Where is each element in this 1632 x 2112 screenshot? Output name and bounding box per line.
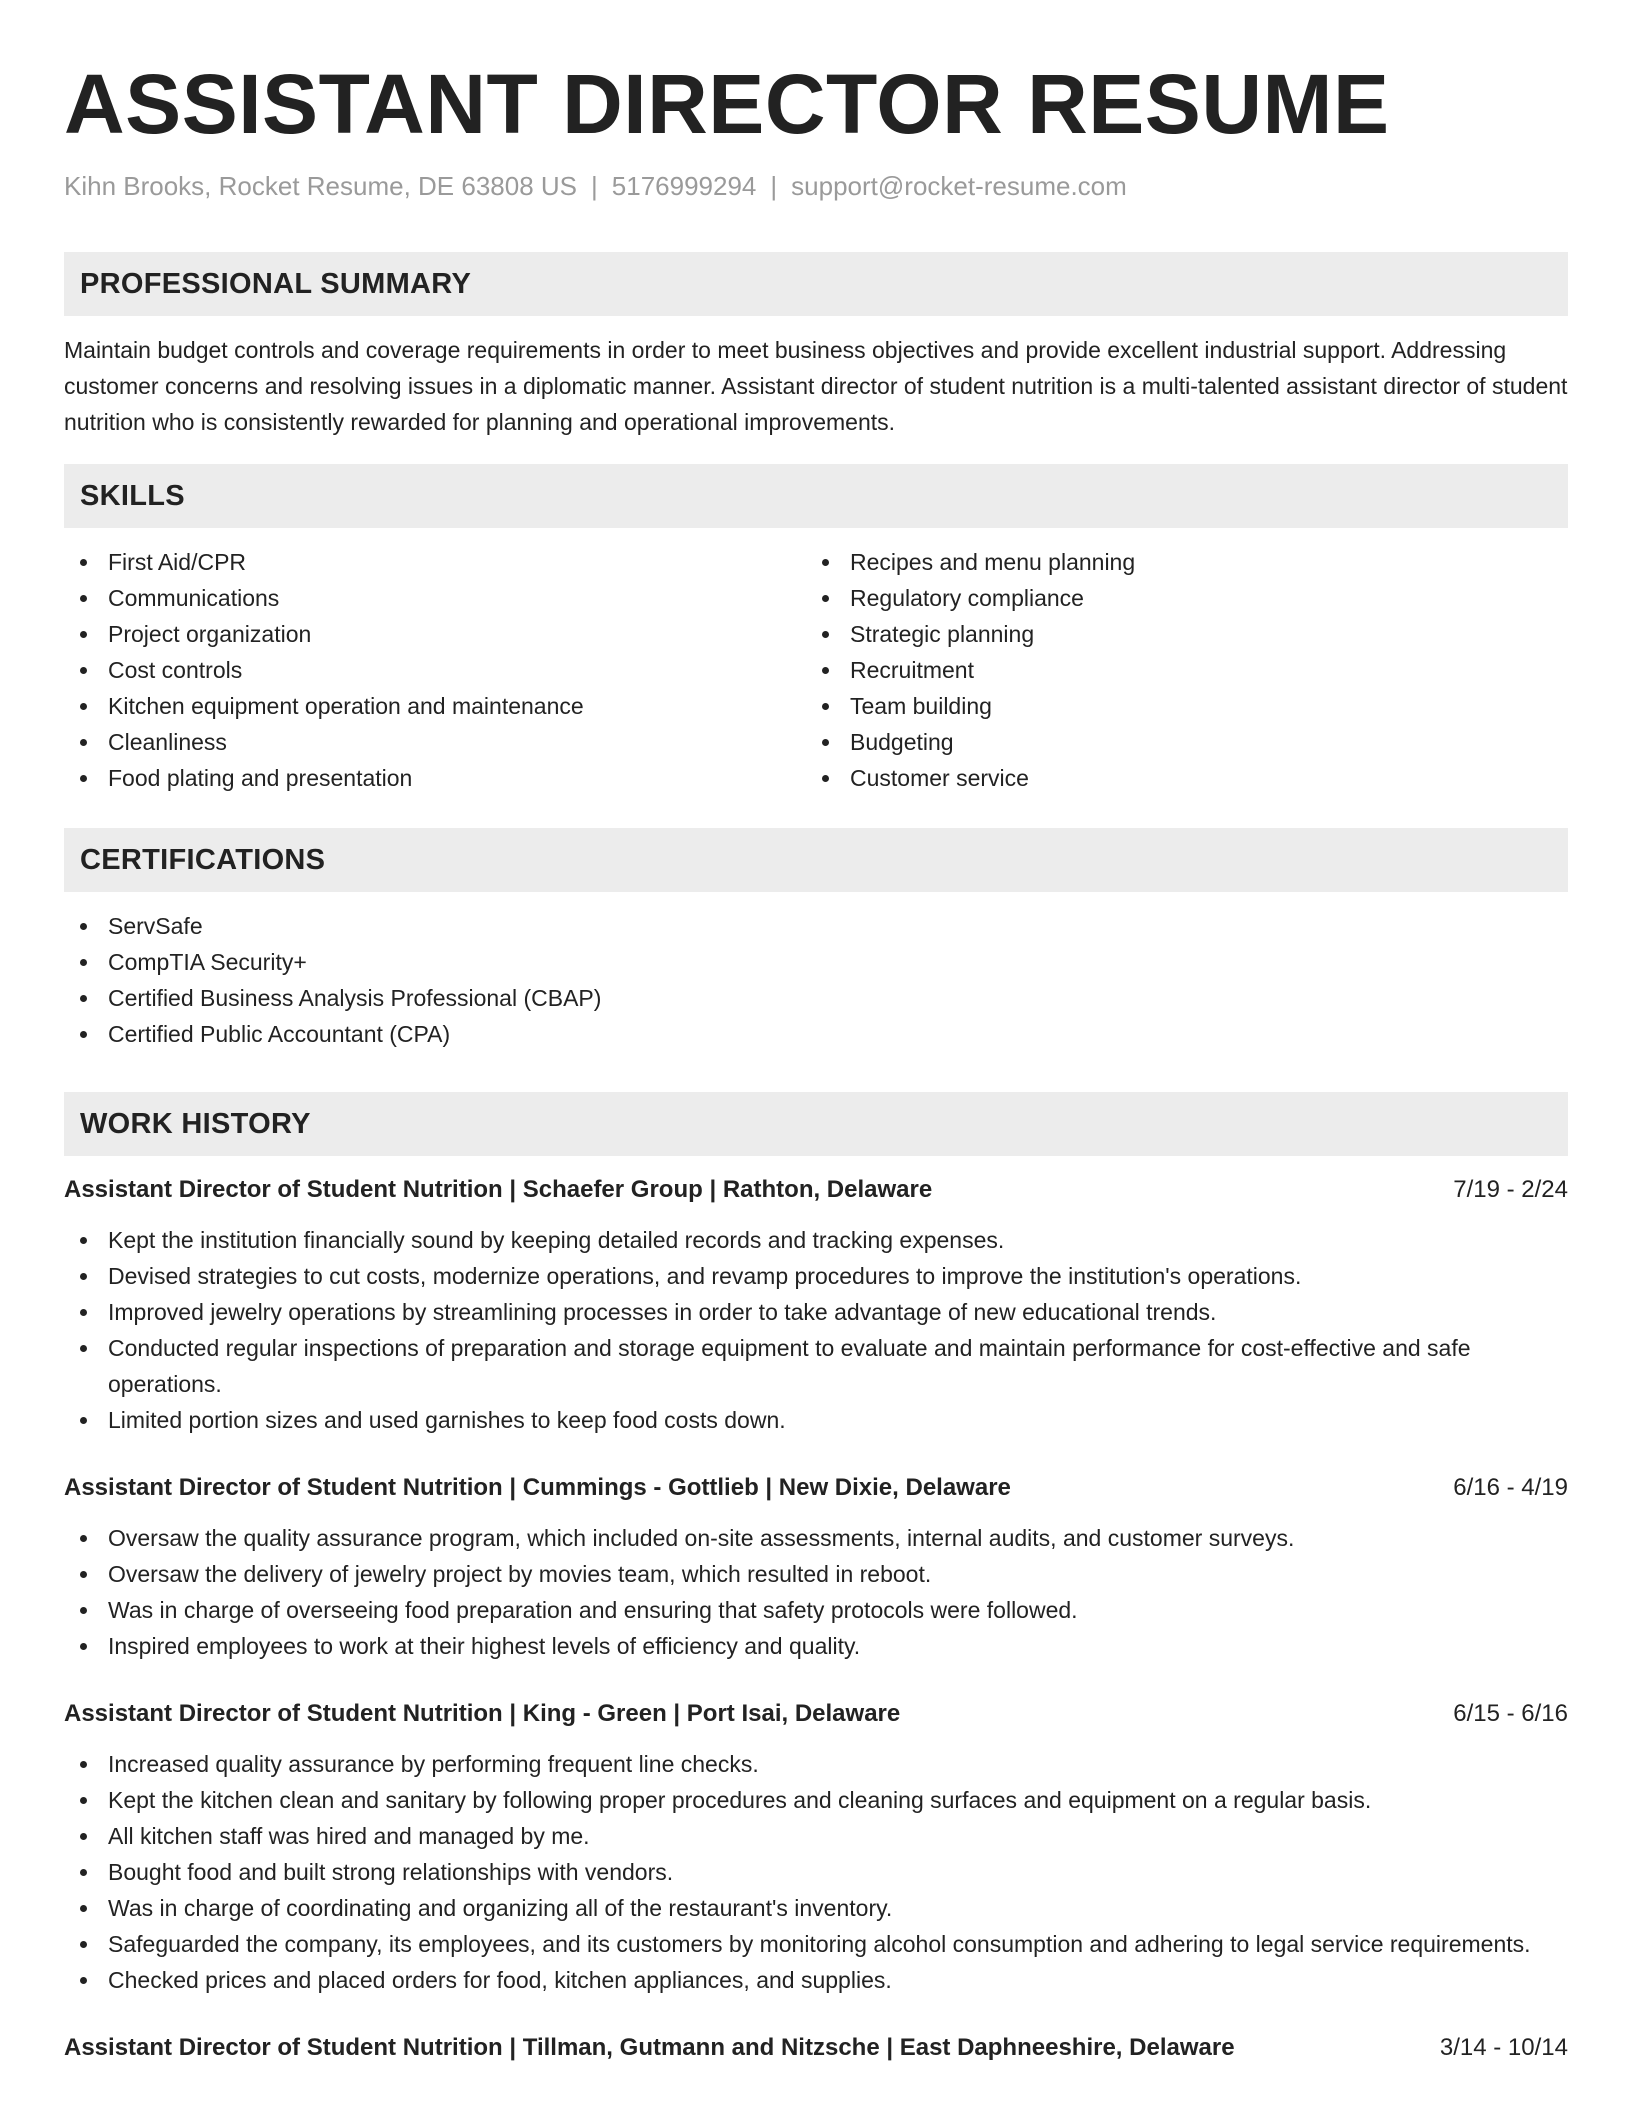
skill-item: Cleanliness <box>64 724 806 760</box>
job-dates: 3/14 - 10/14 <box>1439 2034 1568 2061</box>
skills-column-right <box>806 544 1548 796</box>
job-entry <box>64 1470 1568 1664</box>
skill-item: Communications <box>64 580 806 616</box>
job-bullet: Limited portion sizes and used garnishes to keep food costs down. <box>64 1402 1568 1438</box>
skill-item: Budgeting <box>806 724 1548 760</box>
job-bullets <box>64 1222 1568 1438</box>
job-entry <box>64 1696 1568 1998</box>
section-heading-work-history: WORK HISTORY <box>64 1092 1568 1156</box>
job-header <box>64 1470 1568 1506</box>
resume-page <box>64 0 1568 2066</box>
job-bullet: Kept the kitchen clean and sanitary by following proper procedures and cleaning surfaces and equipment on a regular basis. <box>64 1782 1568 1818</box>
section-heading-certifications: CERTIFICATIONS <box>64 828 1568 892</box>
job-bullet: Bought food and built strong relationships with vendors. <box>64 1854 1568 1890</box>
job-header <box>64 1172 1568 1208</box>
job-bullet: Inspired employees to work at their highest levels of efficiency and quality. <box>64 1628 1568 1664</box>
skills-column-left <box>64 544 806 796</box>
job-bullet: Kept the institution financially sound by keeping detailed records and tracking expenses. <box>64 1222 1568 1258</box>
contact-phone: 5176999294 <box>611 171 757 201</box>
job-title: Assistant Director of Student Nutrition | Schaefer Group | Rathton, Delaware <box>64 1176 933 1203</box>
skill-item: Regulatory compliance <box>806 580 1548 616</box>
job-bullet: Oversaw the quality assurance program, which included on-site assessments, internal audits, and customer surveys. <box>64 1520 1568 1556</box>
job-bullet: Was in charge of coordinating and organizing all of the restaurant's inventory. <box>64 1890 1568 1926</box>
resume-title: ASSISTANT DIRECTOR RESUME <box>64 57 1390 151</box>
contact-line <box>64 170 1568 202</box>
skill-item: Project organization <box>64 616 806 652</box>
job-entry <box>64 1172 1568 1438</box>
job-bullet: Increased quality assurance by performing frequent line checks. <box>64 1746 1568 1782</box>
job-bullets <box>64 1746 1568 1998</box>
contact-separator: | <box>591 171 598 201</box>
section-heading-skills: SKILLS <box>64 464 1568 528</box>
job-bullets <box>64 1520 1568 1664</box>
job-bullet: Conducted regular inspections of preparation and storage equipment to evaluate and maintain performance for cost-effective and safe operations. <box>64 1330 1568 1402</box>
job-bullet: Safeguarded the company, its employees, and its customers by monitoring alcohol consumption and adhering to legal service requirements. <box>64 1926 1568 1962</box>
certifications-list <box>64 908 1568 1052</box>
skills-list <box>64 544 1568 796</box>
skill-item: Cost controls <box>64 652 806 688</box>
certification-item: Certified Public Accountant (CPA) <box>64 1016 1568 1052</box>
skill-item: Team building <box>806 688 1548 724</box>
job-title: Assistant Director of Student Nutrition | King - Green | Port Isai, Delaware <box>64 1700 901 1727</box>
section-heading-summary: PROFESSIONAL SUMMARY <box>64 252 1568 316</box>
skill-item: First Aid/CPR <box>64 544 806 580</box>
job-bullet: All kitchen staff was hired and managed by me. <box>64 1818 1568 1854</box>
job-entry <box>64 2030 1568 2066</box>
skill-item: Recipes and menu planning <box>806 544 1548 580</box>
job-dates: 7/19 - 2/24 <box>1453 1176 1568 1203</box>
job-bullet: Checked prices and placed orders for food, kitchen appliances, and supplies. <box>64 1962 1568 1998</box>
certification-item: CompTIA Security+ <box>64 944 1568 980</box>
skill-item: Strategic planning <box>806 616 1548 652</box>
skill-item: Food plating and presentation <box>64 760 806 796</box>
job-bullet: Was in charge of overseeing food preparation and ensuring that safety protocols were followed. <box>64 1592 1568 1628</box>
job-bullet: Devised strategies to cut costs, modernize operations, and revamp procedures to improve the institution's operations. <box>64 1258 1568 1294</box>
certification-item: Certified Business Analysis Professional (CBAP) <box>64 980 1568 1016</box>
job-header <box>64 2030 1568 2066</box>
job-dates: 6/16 - 4/19 <box>1453 1474 1568 1501</box>
skill-item: Customer service <box>806 760 1548 796</box>
job-header <box>64 1696 1568 1732</box>
job-bullet: Improved jewelry operations by streamlining processes in order to take advantage of new educational trends. <box>64 1294 1568 1330</box>
job-title: Assistant Director of Student Nutrition | Cummings - Gottlieb | New Dixie, Delaware <box>64 1474 1011 1501</box>
job-bullet: Oversaw the delivery of jewelry project by movies team, which resulted in reboot. <box>64 1556 1568 1592</box>
contact-address: Kihn Brooks, Rocket Resume, DE 63808 US <box>64 171 578 201</box>
skill-item: Recruitment <box>806 652 1548 688</box>
contact-separator: | <box>770 171 778 201</box>
summary-text: Maintain budget controls and coverage requirements in order to meet business objectives and provide excellent industrial support. Addressing customer concerns and resolving issues in a diplomatic manner. Assistant director of student nutrition is a multi-talented assistant director of student nutrition who is consistently rewarded for planning and operational improvements. <box>64 337 1568 435</box>
skill-item: Kitchen equipment operation and maintenance <box>64 688 806 724</box>
certification-item: ServSafe <box>64 908 1568 944</box>
job-title: Assistant Director of Student Nutrition | Tillman, Gutmann and Nitzsche | East Daphneeshire, Delaware <box>64 2034 1235 2061</box>
job-dates: 6/15 - 6/16 <box>1453 1700 1568 1727</box>
contact-email: support@rocket-resume.com <box>791 171 1127 201</box>
